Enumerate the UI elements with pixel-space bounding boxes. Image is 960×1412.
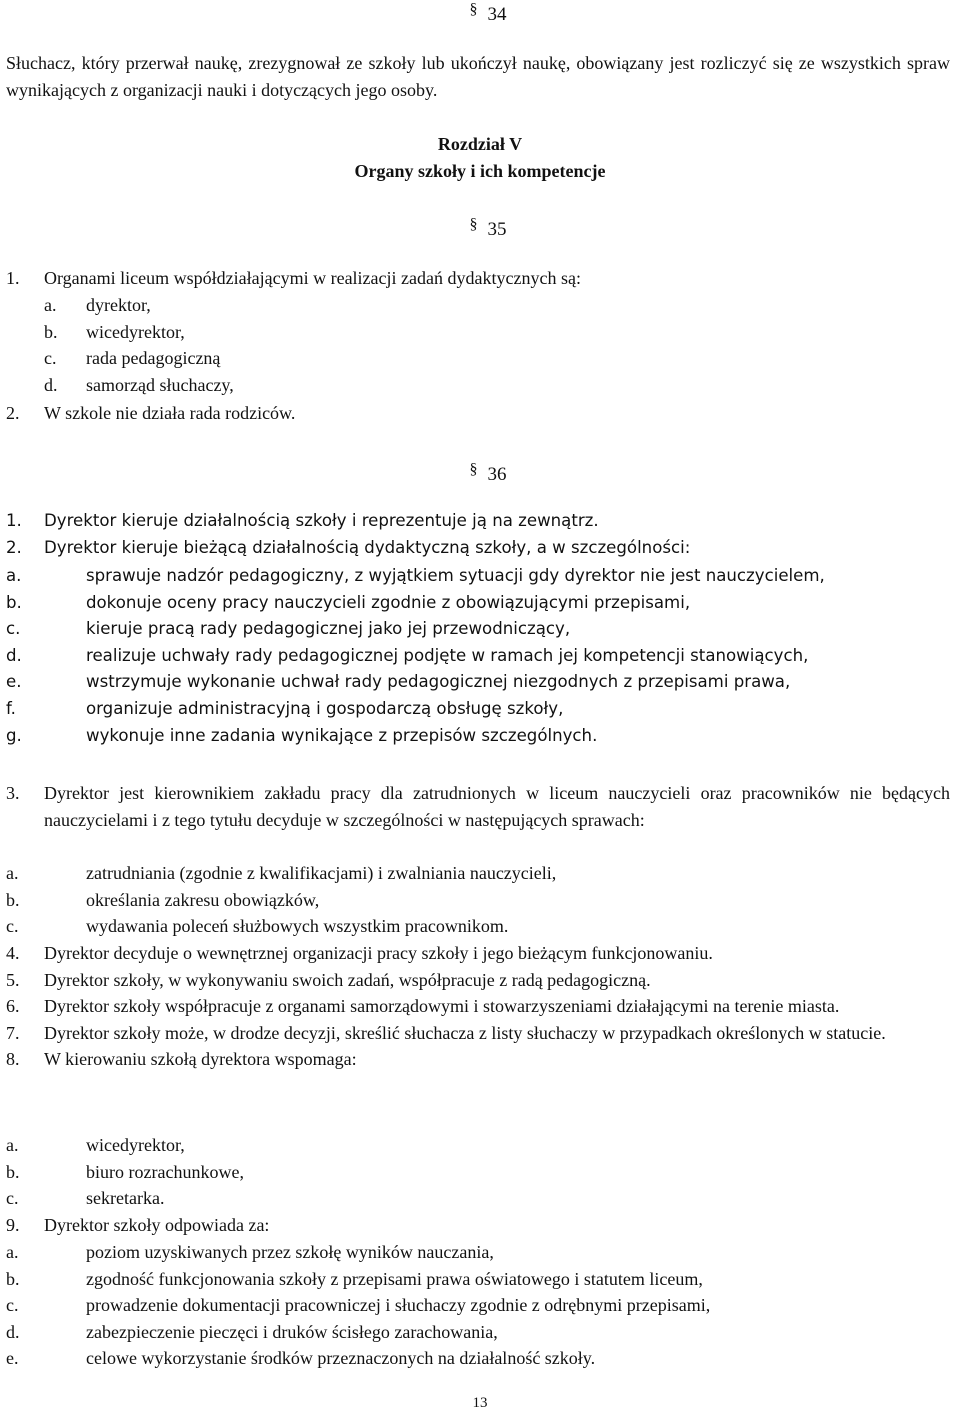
list-item bbox=[44, 345, 950, 372]
item-letter: b. bbox=[6, 592, 22, 612]
item-letter: d. bbox=[6, 645, 22, 665]
list-item bbox=[6, 616, 922, 643]
item-number: 2. bbox=[6, 537, 22, 557]
item-number: 8. bbox=[6, 1049, 20, 1070]
item-number: 3. bbox=[6, 783, 20, 803]
list-item bbox=[6, 508, 950, 535]
s36-list-part2 bbox=[6, 780, 950, 834]
item-number: 7. bbox=[6, 1022, 20, 1043]
item-text: wykonuje inne zadania wynikające z przepisów szczególnych. bbox=[86, 725, 598, 745]
page-number: 13 bbox=[472, 1395, 488, 1411]
item-letter: f. bbox=[6, 698, 16, 718]
list-item bbox=[6, 993, 950, 1020]
item-text: Dyrektor jest kierownikiem zakładu pracy dla zatrudnionych w liceum nauczycieli oraz pracowników nie będących nauczycielami i z tego tytułu decyduje w szczególności w następujących sprawach: bbox=[44, 783, 950, 830]
item-text: celowe wykorzystanie środków przeznaczonych na działalność szkoły. bbox=[86, 1348, 596, 1369]
list-item bbox=[6, 1159, 950, 1186]
section-heading-35 bbox=[0, 212, 960, 243]
item-text: W szkole nie działa rada rodziców. bbox=[44, 403, 296, 423]
list-item bbox=[6, 1020, 950, 1047]
item-number: 2. bbox=[6, 403, 20, 423]
list-item bbox=[6, 535, 950, 562]
s36-item2-sublist bbox=[6, 563, 922, 749]
item-text: zatrudniania (zgodnie z kwalifikacjami) i zwalniania nauczycieli, bbox=[86, 863, 557, 883]
item-text: biuro rozrachunkowe, bbox=[86, 1161, 244, 1182]
section-symbol: § bbox=[469, 461, 478, 478]
item-number: 5. bbox=[6, 969, 20, 990]
item-text: sprawuje nadzór pedagogiczny, z wyjątkiem sytuacji gdy dyrektor nie jest nauczycielem, bbox=[86, 566, 825, 585]
item-number: 6. bbox=[6, 996, 20, 1017]
s35-list-continued bbox=[6, 400, 950, 427]
item-letter: a. bbox=[6, 863, 19, 883]
item-text: organizuje administracyjną i gospodarczą obsługę szkoły, bbox=[86, 698, 564, 718]
item-letter: a. bbox=[6, 1135, 19, 1155]
section-number: 35 bbox=[487, 219, 507, 240]
item-text: Dyrektor decyduje o wewnętrznej organizacji pracy szkoły i jego bieżącym funkcjonowaniu. bbox=[44, 943, 713, 963]
list-item bbox=[6, 643, 922, 670]
item-text: wicedyrektor, bbox=[86, 321, 185, 342]
chapter-number: Rozdział V bbox=[437, 134, 523, 154]
list-item bbox=[44, 292, 950, 319]
item-text: prowadzenie dokumentacji pracowniczej i słuchaczy zgodnie z odrębnymi przepisami, bbox=[86, 1295, 711, 1316]
list-item bbox=[6, 723, 922, 750]
list-item bbox=[6, 1292, 950, 1319]
list-item bbox=[44, 372, 950, 399]
item-letter: b. bbox=[6, 1268, 20, 1289]
item-text: W kierowaniu szkołą dyrektora wspomaga: bbox=[44, 1049, 357, 1070]
item-text: Dyrektor szkoły odpowiada za: bbox=[44, 1215, 270, 1235]
item-text: zgodność funkcjonowania szkoły z przepisami prawa oświatowego i statutem liceum, bbox=[86, 1268, 703, 1289]
item-letter: a. bbox=[6, 566, 22, 585]
list-item bbox=[6, 1185, 950, 1212]
list-item bbox=[6, 563, 922, 590]
item-text: realizuje uchwały rady pedagogicznej podjęte w ramach jej kompetencji stanowiących, bbox=[86, 645, 809, 665]
s36-item8-sublist bbox=[6, 1132, 950, 1212]
item-letter: d. bbox=[44, 374, 58, 395]
item-letter: c. bbox=[6, 1295, 19, 1316]
s36-item3-sublist bbox=[6, 860, 950, 940]
list-item bbox=[6, 1345, 950, 1372]
list-item bbox=[6, 1266, 950, 1293]
list-item bbox=[6, 887, 950, 914]
list-item bbox=[6, 1319, 950, 1346]
list-item bbox=[6, 780, 950, 834]
item-letter: b. bbox=[44, 321, 58, 342]
list-item bbox=[6, 669, 922, 696]
item-text: Dyrektor szkoły, w wykonywaniu swoich zadań, współpracuje z radą pedagogiczną. bbox=[44, 969, 651, 990]
item-letter: e. bbox=[6, 1348, 19, 1369]
list-item bbox=[6, 1212, 950, 1239]
item-text: Dyrektor kieruje działalnością szkoły i reprezentuje ją na zewnątrz. bbox=[44, 511, 599, 530]
item-letter: c. bbox=[44, 348, 57, 369]
item-text: Dyrektor szkoły może, w drodze decyzji, skreślić słuchacza z listy słuchaczy w przypadkach określonych w statucie. bbox=[44, 1022, 886, 1043]
item-number: 1. bbox=[6, 511, 22, 530]
item-text: rada pedagogiczną bbox=[86, 348, 221, 369]
item-text: Dyrektor kieruje bieżącą działalnością dydaktyczną szkoły, a w szczególności: bbox=[44, 537, 691, 557]
list-item bbox=[44, 319, 950, 346]
item-text: wicedyrektor, bbox=[86, 1135, 185, 1155]
item-letter: a. bbox=[6, 1242, 19, 1262]
item-letter: g. bbox=[6, 725, 22, 745]
item-letter: c. bbox=[6, 1188, 19, 1209]
s36-item9-sublist bbox=[6, 1239, 950, 1372]
list-item bbox=[6, 400, 950, 427]
list-item bbox=[6, 913, 950, 940]
s35-sublist bbox=[44, 292, 950, 398]
item-letter: c. bbox=[6, 916, 19, 937]
item-number: 9. bbox=[6, 1215, 20, 1235]
list-item bbox=[6, 860, 950, 887]
section-number: 34 bbox=[487, 4, 507, 25]
item-text: dyrektor, bbox=[86, 295, 151, 315]
list-item bbox=[6, 940, 950, 967]
item-text: Organami liceum współdziałającymi w realizacji zadań dydaktycznych są: bbox=[44, 268, 581, 288]
item-letter: e. bbox=[6, 672, 22, 692]
section-heading-34 bbox=[0, 0, 960, 28]
item-letter: b. bbox=[6, 1161, 20, 1182]
list-item bbox=[6, 696, 922, 723]
section-number: 36 bbox=[487, 464, 507, 485]
list-item bbox=[6, 1046, 950, 1073]
chapter-title: Organy szkoły i ich kompetencje bbox=[354, 161, 606, 181]
item-number: 4. bbox=[6, 943, 20, 963]
list-item bbox=[6, 265, 950, 292]
list-item bbox=[6, 1239, 950, 1266]
item-text: wstrzymuje wykonanie uchwał rady pedagogicznej niezgodnych z przepisami prawa, bbox=[86, 672, 791, 692]
s35-list bbox=[6, 265, 950, 292]
item-text: samorząd słuchaczy, bbox=[86, 374, 234, 395]
item-letter: b. bbox=[6, 889, 20, 910]
item-text: wydawania poleceń służbowych wszystkim pracownikom. bbox=[86, 916, 509, 937]
s36-list-part4 bbox=[6, 1212, 950, 1239]
item-letter: c. bbox=[6, 619, 21, 639]
item-text: Dyrektor szkoły współpracuje z organami samorządowymi i stowarzyszeniami działającymi na terenie miasta. bbox=[44, 996, 840, 1017]
intro-paragraph: Słuchacz, który przerwał naukę, zrezygnował ze szkoły lub ukończył naukę, obowiązany jest rozliczyć się ze wszystkich spraw wynikających z organizacji nauki i dotyczących jego osoby. bbox=[6, 53, 950, 100]
list-item bbox=[6, 967, 950, 994]
s36-list-part3 bbox=[6, 940, 950, 1073]
section-symbol: § bbox=[469, 1, 478, 18]
item-letter: d. bbox=[6, 1321, 20, 1342]
item-text: dokonuje oceny pracy nauczycieli zgodnie z obowiązującymi przepisami, bbox=[86, 592, 691, 612]
item-number: 1. bbox=[6, 268, 20, 288]
item-text: poziom uzyskiwanych przez szkołę wyników nauczania, bbox=[86, 1242, 494, 1262]
section-heading-36 bbox=[0, 457, 960, 488]
list-item bbox=[6, 1132, 950, 1159]
item-letter: a. bbox=[44, 295, 57, 315]
list-item bbox=[6, 590, 922, 617]
s36-list-part1 bbox=[6, 508, 950, 561]
item-text: określania zakresu obowiązków, bbox=[86, 889, 320, 910]
item-text: zabezpieczenie pieczęci i druków ścisłego zarachowania, bbox=[86, 1321, 498, 1342]
section-symbol: § bbox=[469, 216, 478, 233]
item-text: sekretarka. bbox=[86, 1188, 165, 1209]
item-text: kieruje pracą rady pedagogicznej jako jej przewodniczący, bbox=[86, 619, 571, 639]
